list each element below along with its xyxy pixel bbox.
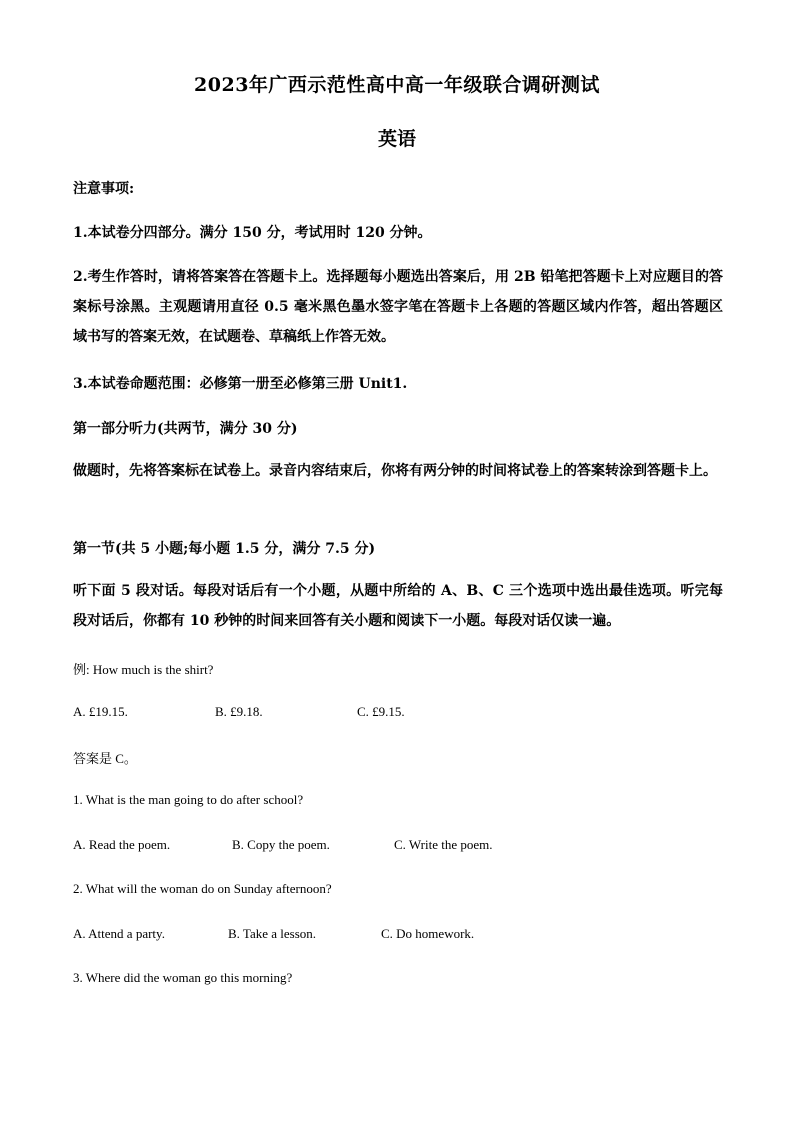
example-question: 例: How much is the shirt? xyxy=(73,662,214,677)
example-option-b: B. £9.18. xyxy=(215,704,263,719)
notes-item-1: 1.本试卷分四部分。满分 150 分，考试用时 120 分钟。 xyxy=(73,225,432,241)
part1-heading: 第一部分听力(共两节，满分 30 分) xyxy=(73,421,298,437)
question-2-option-b: B. Take a lesson. xyxy=(228,926,317,941)
notes-item-3: 3.本试卷命题范围：必修第一册至必修第三册 Unit1. xyxy=(73,376,408,392)
question-1-option-c: C. Write the poem. xyxy=(394,837,493,852)
question-1: 1. What is the man going to do after school? xyxy=(73,792,304,807)
exam-subject: 英语 xyxy=(377,128,416,150)
section1-heading: 第一节(共 5 小题;每小题 1.5 分，满分 7.5 分) xyxy=(73,541,376,557)
exam-title: 2023年广西示范性高中高一年级联合调研测试 xyxy=(194,74,600,96)
part1-instruction: 做题时，先将答案标在试卷上。录音内容结束后，你将有两分钟的时间将试卷上的答案转涂到答题卡上。 xyxy=(73,463,717,479)
example-option-c: C. £9.15. xyxy=(357,704,405,719)
notes-item-2: 2.考生作答时，请将答案答在答题卡上。选择题每小题选出答案后，用 2B 铅笔把答题卡上对应题目的答案标号涂黑。主观题请用直径 0.5 毫米黑色墨水签字笔在答题卡上各题的答题区域内作答，超出答题区域书写的答案无效，在试题卷、草稿纸上作答无效。 xyxy=(73,269,723,345)
section1-instruction: 听下面 5 段对话。每段对话后有一个小题，从题中所给的 A、B、C 三个选项中选出最佳选项。听完每段对话后，你都有 10 秒钟的时间来回答有关小题和阅读下一小题。每段对话仅读一遍。 xyxy=(73,583,723,629)
question-1-option-b: B. Copy the poem. xyxy=(232,837,330,852)
example-answer: 答案是 C。 xyxy=(73,751,137,766)
example-option-a: A. £19.15. xyxy=(73,704,128,719)
question-3: 3. Where did the woman go this morning? xyxy=(73,970,293,985)
notes-heading: 注意事项: xyxy=(73,181,135,197)
question-2-option-c: C. Do homework. xyxy=(381,926,475,941)
question-2: 2. What will the woman do on Sunday afternoon? xyxy=(73,881,332,896)
question-2-option-a: A. Attend a party. xyxy=(73,926,165,941)
question-1-option-a: A. Read the poem. xyxy=(73,837,171,852)
